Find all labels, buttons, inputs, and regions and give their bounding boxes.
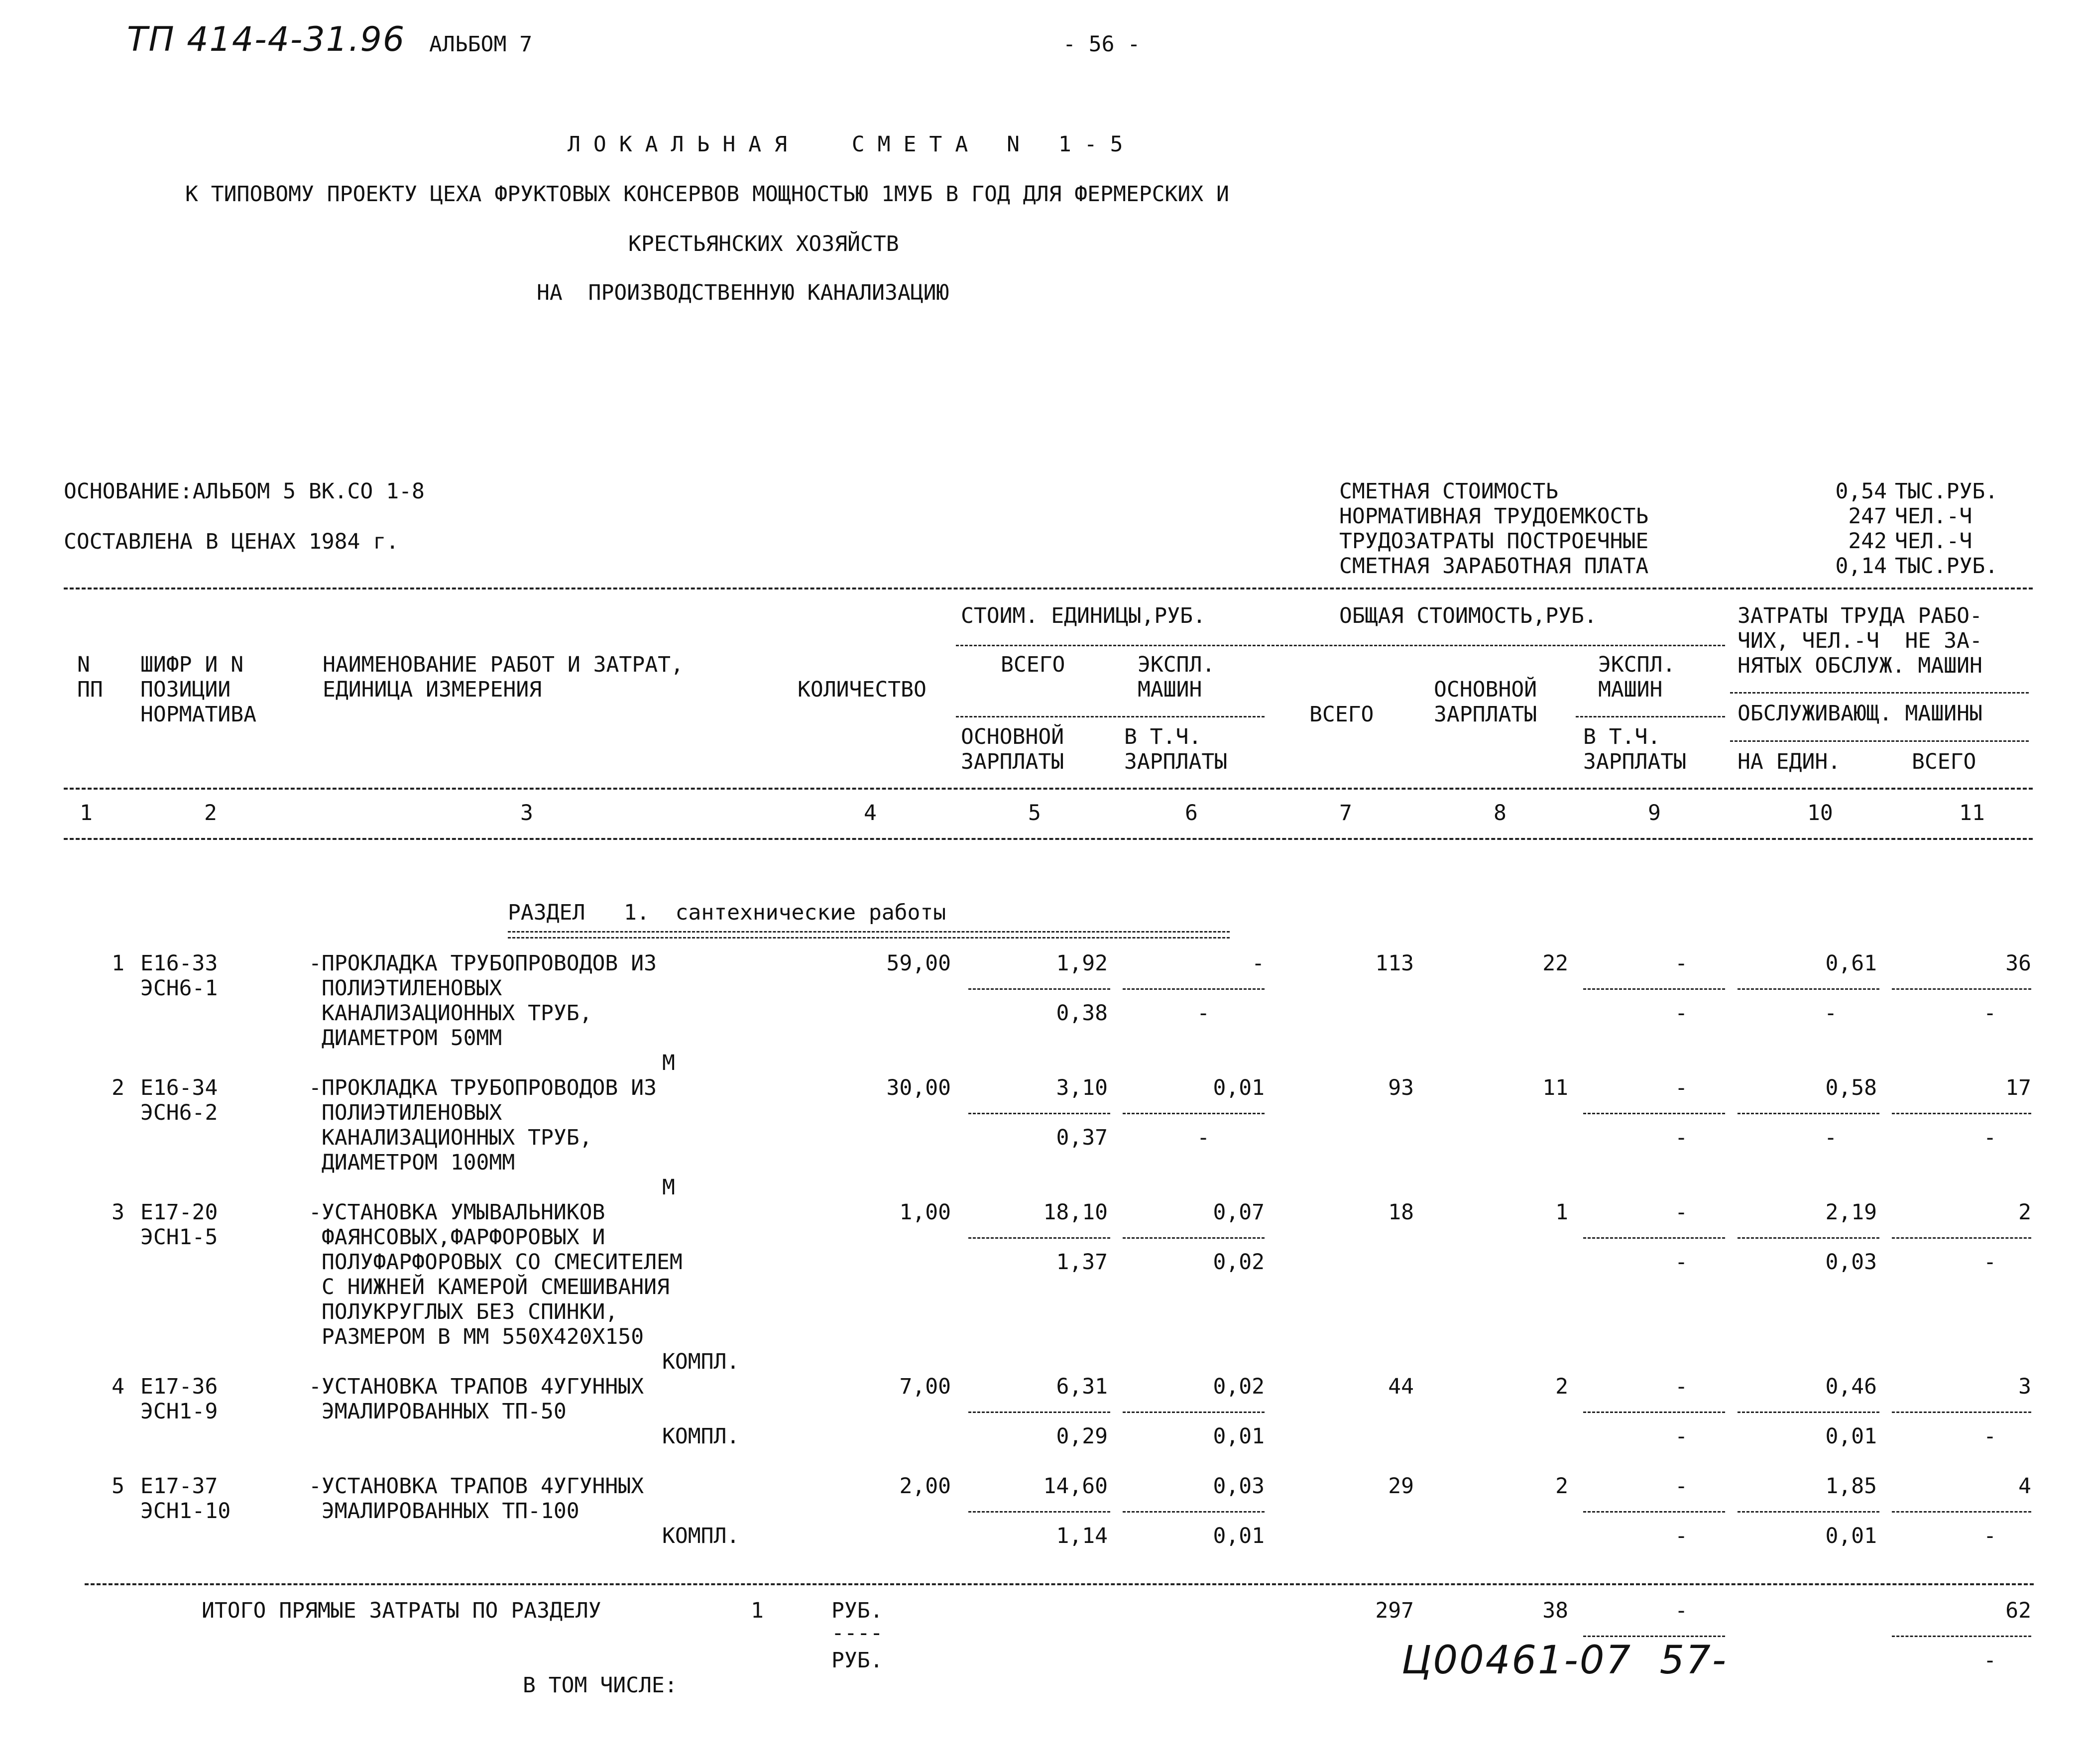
row-divider	[1738, 1237, 1879, 1239]
row-divider	[968, 1511, 1110, 1513]
archive-stamp: Ц00461-07 57-	[1401, 1638, 1728, 1683]
estimate-title: ЛОКАЛЬНАЯ СМЕТА N 1-5	[568, 132, 1136, 157]
row-code: Е17-36 ЭСН1-9	[140, 1374, 218, 1424]
row-unit: КОМПЛ.	[662, 1424, 740, 1449]
summary-label: СМЕТНАЯ СТОИМОСТЬ	[1339, 479, 1559, 504]
row-divider	[1583, 1511, 1725, 1513]
summary-value: 0,54	[1835, 479, 1887, 504]
header-code: ШИФР И N ПОЗИЦИИ НОРМАТИВА	[140, 652, 256, 727]
row-c10b: -	[1824, 1001, 1837, 1026]
column-number: 1	[80, 801, 93, 825]
column-number: 2	[204, 801, 217, 825]
header-total-cost: ОБЩАЯ СТОИМОСТЬ,РУБ.	[1339, 603, 1597, 628]
row-qty: 1,00	[899, 1200, 951, 1225]
totals-rub-2: РУБ.	[831, 1648, 883, 1673]
row-name: -УСТАНОВКА ТРАПОВ 4УГУННЫХ ЭМАЛИРОВАННЫХ ТП-100	[309, 1474, 644, 1524]
header-vtch-zp: В Т.Ч. ЗАРПЛАТЫ	[1124, 724, 1228, 774]
header-sub-rule	[956, 716, 1265, 717]
row-c9: -	[1675, 1374, 1688, 1399]
row-name: -УСТАНОВКА ТРАПОВ 4УГУННЫХ ЭМАЛИРОВАННЫХ ТП-50	[309, 1374, 644, 1424]
row-c11b: -	[1983, 1001, 1996, 1026]
totals-section-no: 1	[751, 1598, 764, 1623]
row-c5: 14,60	[1043, 1474, 1108, 1499]
column-number: 11	[1959, 801, 1985, 825]
section-underline	[508, 931, 1230, 939]
basis-osnovanie: ОСНОВАНИЕ:АЛЬБОМ 5 ВК.СО 1-8	[64, 479, 425, 504]
row-c11: 36	[2005, 951, 2031, 976]
row-number: 1	[112, 951, 124, 976]
table-top-rule	[64, 588, 2033, 589]
row-c11b: -	[1983, 1125, 1996, 1150]
summary-value: 242	[1848, 529, 1887, 554]
row-divider	[1123, 1237, 1265, 1239]
row-c5b: 1,37	[1056, 1250, 1108, 1275]
column-number: 7	[1339, 801, 1352, 825]
row-c6: 0,01	[1213, 1075, 1265, 1100]
header-na-ed: НА ЕДИН.	[1738, 749, 1841, 774]
row-c6: 0,02	[1213, 1374, 1265, 1399]
row-c6b: 0,01	[1213, 1524, 1265, 1548]
row-c7: 29	[1388, 1474, 1414, 1499]
totals-rub-1: РУБ.	[831, 1598, 883, 1623]
header-labor: ЗАТРАТЫ ТРУДА РАБО- ЧИХ, ЧЕЛ.-Ч НЕ ЗА- НЯТЫХ ОБСЛУЖ. МАШИН	[1738, 603, 1982, 678]
row-c9b: -	[1675, 1125, 1688, 1150]
row-divider	[1738, 1113, 1879, 1114]
row-c10b: 0,03	[1825, 1250, 1877, 1275]
page-number: - 56 -	[1063, 32, 1141, 57]
row-c10: 0,58	[1825, 1075, 1877, 1100]
header-vsego-11: ВСЕГО	[1912, 749, 1976, 774]
row-c5: 6,31	[1056, 1374, 1108, 1399]
header-vsego-7: ВСЕГО	[1309, 702, 1374, 727]
album-label: АЛЬБОМ 7	[429, 32, 533, 57]
totals-divider	[1892, 1636, 2031, 1637]
row-divider	[968, 1237, 1110, 1239]
column-number: 10	[1807, 801, 1833, 825]
column-number: 9	[1648, 801, 1661, 825]
summary-unit: ЧЕЛ.-Ч	[1895, 529, 1972, 554]
totals-divider	[1583, 1636, 1725, 1637]
row-c10b: 0,01	[1825, 1524, 1877, 1548]
row-unit: М	[662, 1175, 675, 1200]
row-c10: 1,85	[1825, 1474, 1877, 1499]
header-osn-zp-8: ОСНОВНОЙ ЗАРПЛАТЫ	[1434, 677, 1537, 727]
column-number: 3	[520, 801, 533, 825]
row-c8: 2	[1555, 1374, 1568, 1399]
summary-label: СМЕТНАЯ ЗАРАБОТНАЯ ПЛАТА	[1339, 554, 1649, 579]
row-c6: -	[1252, 951, 1265, 976]
column-number: 6	[1185, 801, 1198, 825]
row-c9: -	[1675, 1474, 1688, 1499]
row-divider	[1583, 1411, 1725, 1413]
totals-c11b: -	[1983, 1648, 1996, 1673]
row-c11: 2	[2018, 1200, 2031, 1225]
totals-c9: -	[1675, 1598, 1688, 1623]
row-divider	[1123, 1411, 1265, 1413]
row-number: 5	[112, 1474, 124, 1499]
row-number: 2	[112, 1075, 124, 1100]
row-name: -УСТАНОВКА УМЫВАЛЬНИКОВ ФАЯНСОВЫХ,ФАРФОРОВЫХ И ПОЛУФАРФОРОВЫХ СО СМЕСИТЕЛЕМ С НИЖНЕЙ КАМЕРОЙ СМЕШИВАНИЯ ПОЛУКРУГЛЫХ БЕЗ СПИНКИ, РАЗМЕРОМ В ММ 550Х420Х150	[309, 1200, 683, 1349]
row-c5b: 0,29	[1056, 1424, 1108, 1449]
header-bottom-rule	[64, 788, 2033, 790]
header-vsego: ВСЕГО	[1001, 652, 1065, 677]
row-divider	[1583, 1113, 1725, 1114]
row-divider	[968, 1411, 1110, 1413]
numbers-bottom-rule	[64, 838, 2033, 840]
row-divider	[1892, 988, 2031, 990]
row-divider	[1123, 1511, 1265, 1513]
totals-label: ИТОГО ПРЯМЫЕ ЗАТРАТЫ ПО РАЗДЕЛУ	[202, 1598, 601, 1623]
row-code: Е17-20 ЭСН1-5	[140, 1200, 218, 1250]
row-code: Е17-37 ЭСН1-10	[140, 1474, 231, 1524]
estimate-subtitle-1: К ТИПОВОМУ ПРОЕКТУ ЦЕХА ФРУКТОВЫХ КОНСЕРВОВ МОЩНОСТЬЮ 1МУБ В ГОД ДЛЯ ФЕРМЕРСКИХ И	[185, 182, 1229, 207]
column-number: 4	[864, 801, 877, 825]
row-c7: 93	[1388, 1075, 1414, 1100]
summary-label: НОРМАТИВНАЯ ТРУДОЕМКОСТЬ	[1339, 504, 1649, 529]
row-c8: 22	[1542, 951, 1568, 976]
row-c9: -	[1675, 1075, 1688, 1100]
header-sub-rule	[1576, 716, 1725, 717]
summary-unit: ТЫС.РУБ.	[1895, 479, 1998, 504]
header-unit-cost: СТОИМ. ЕДИНИЦЫ,РУБ.	[961, 603, 1206, 628]
row-c10b: -	[1824, 1125, 1837, 1150]
row-divider	[1738, 1411, 1879, 1413]
row-c7: 44	[1388, 1374, 1414, 1399]
row-number: 3	[112, 1200, 124, 1225]
row-c11: 4	[2018, 1474, 2031, 1499]
header-sub-rule	[1267, 645, 1725, 646]
row-divider	[968, 1113, 1110, 1114]
header-ekspl-9: ЭКСПЛ. МАШИН	[1598, 652, 1676, 702]
row-unit: КОМПЛ.	[662, 1349, 740, 1374]
row-c6b: 0,02	[1213, 1250, 1265, 1275]
row-divider	[1583, 988, 1725, 990]
row-c6: 0,03	[1213, 1474, 1265, 1499]
row-name: -ПРОКЛАДКА ТРУБОПРОВОДОВ ИЗ ПОЛИЭТИЛЕНОВЫХ КАНАЛИЗАЦИОННЫХ ТРУБ, ДИАМЕТРОМ 100ММ	[309, 1075, 657, 1175]
row-c11b: -	[1983, 1424, 1996, 1449]
row-name: -ПРОКЛАДКА ТРУБОПРОВОДОВ ИЗ ПОЛИЭТИЛЕНОВЫХ КАНАЛИЗАЦИОННЫХ ТРУБ, ДИАМЕТРОМ 50ММ	[309, 951, 657, 1051]
totals-c8: 38	[1542, 1598, 1568, 1623]
row-c9b: -	[1675, 1524, 1688, 1548]
row-divider	[968, 988, 1110, 990]
row-c8: 2	[1555, 1474, 1568, 1499]
header-vtch-zp-9: В Т.Ч. ЗАРПЛАТЫ	[1583, 724, 1687, 774]
estimate-subtitle-3: НА ПРОИЗВОДСТВЕННУЮ КАНАЛИЗАЦИЮ	[537, 280, 949, 305]
row-c5: 1,92	[1056, 951, 1108, 976]
summary-label: ТРУДОЗАТРАТЫ ПОСТРОЕЧНЫЕ	[1339, 529, 1649, 554]
row-qty: 59,00	[886, 951, 951, 976]
row-c7: 18	[1388, 1200, 1414, 1225]
estimate-subtitle-2: КРЕСТЬЯНСКИХ ХОЗЯЙСТВ	[628, 232, 899, 256]
totals-including: В ТОМ ЧИСЛЕ:	[523, 1673, 678, 1698]
row-c10: 2,19	[1825, 1200, 1877, 1225]
row-c9b: -	[1675, 1250, 1688, 1275]
row-divider	[1123, 1113, 1265, 1114]
doc-code: ТП 414-4-31.96	[127, 20, 406, 59]
row-divider	[1892, 1411, 2031, 1413]
row-divider	[1738, 988, 1879, 990]
row-c6: 0,07	[1213, 1200, 1265, 1225]
row-unit: КОМПЛ.	[662, 1524, 740, 1548]
row-code: Е16-34 ЭСН6-2	[140, 1075, 218, 1125]
row-divider	[1892, 1237, 2031, 1239]
summary-value: 0,14	[1835, 554, 1887, 579]
row-c10b: 0,01	[1825, 1424, 1877, 1449]
header-obsl: ОБСЛУЖИВАЮЩ. МАШИНЫ	[1738, 701, 1982, 726]
row-c11b: -	[1983, 1524, 1996, 1548]
row-divider	[1738, 1511, 1879, 1513]
header-osn-zp: ОСНОВНОЙ ЗАРПЛАТЫ	[961, 724, 1064, 774]
row-qty: 30,00	[886, 1075, 951, 1100]
totals-rub-dash: ----	[831, 1621, 883, 1646]
header-sub-rule	[956, 645, 1265, 646]
row-c5b: 1,14	[1056, 1524, 1108, 1548]
header-qty: КОЛИЧЕСТВО	[798, 677, 927, 702]
row-c9: -	[1675, 951, 1688, 976]
section-title: РАЗДЕЛ 1. сантехнические работы	[508, 900, 946, 925]
header-sub-rule	[1730, 740, 2029, 742]
basis-prices: СОСТАВЛЕНА В ЦЕНАХ 1984 г.	[64, 529, 399, 554]
header-name: НАИМЕНОВАНИЕ РАБОТ И ЗАТРАТ, ЕДИНИЦА ИЗМЕРЕНИЯ	[323, 652, 684, 702]
row-c9: -	[1675, 1200, 1688, 1225]
totals-c7: 297	[1375, 1598, 1414, 1623]
summary-unit: ТЫС.РУБ.	[1895, 554, 1998, 579]
row-c8: 11	[1542, 1075, 1568, 1100]
row-c11: 17	[2005, 1075, 2031, 1100]
header-ekspl: ЭКСПЛ. МАШИН	[1138, 652, 1215, 702]
totals-top-rule	[85, 1583, 2034, 1585]
header-n: N ПП	[77, 652, 103, 702]
row-c5: 18,10	[1043, 1200, 1108, 1225]
row-qty: 7,00	[899, 1374, 951, 1399]
row-qty: 2,00	[899, 1474, 951, 1499]
row-divider	[1123, 988, 1265, 990]
totals-c11: 62	[2005, 1598, 2031, 1623]
row-divider	[1892, 1511, 2031, 1513]
row-c5b: 0,38	[1056, 1001, 1108, 1026]
row-c6b: -	[1197, 1125, 1210, 1150]
row-unit: М	[662, 1051, 675, 1075]
row-c9b: -	[1675, 1001, 1688, 1026]
summary-unit: ЧЕЛ.-Ч	[1895, 504, 1972, 529]
row-c6b: -	[1197, 1001, 1210, 1026]
row-c10: 0,61	[1825, 951, 1877, 976]
row-c8: 1	[1555, 1200, 1568, 1225]
column-number: 5	[1028, 801, 1041, 825]
row-c7: 113	[1375, 951, 1414, 976]
row-number: 4	[112, 1374, 124, 1399]
summary-value: 247	[1848, 504, 1887, 529]
row-c10: 0,46	[1825, 1374, 1877, 1399]
row-c5: 3,10	[1056, 1075, 1108, 1100]
row-c11b: -	[1983, 1250, 1996, 1275]
row-c5b: 0,37	[1056, 1125, 1108, 1150]
row-divider	[1583, 1237, 1725, 1239]
header-sub-rule	[1730, 692, 2029, 694]
row-c11: 3	[2018, 1374, 2031, 1399]
row-code: Е16-33 ЭСН6-1	[140, 951, 218, 1001]
row-c6b: 0,01	[1213, 1424, 1265, 1449]
row-divider	[1892, 1113, 2031, 1114]
row-c9b: -	[1675, 1424, 1688, 1449]
column-number: 8	[1494, 801, 1507, 825]
